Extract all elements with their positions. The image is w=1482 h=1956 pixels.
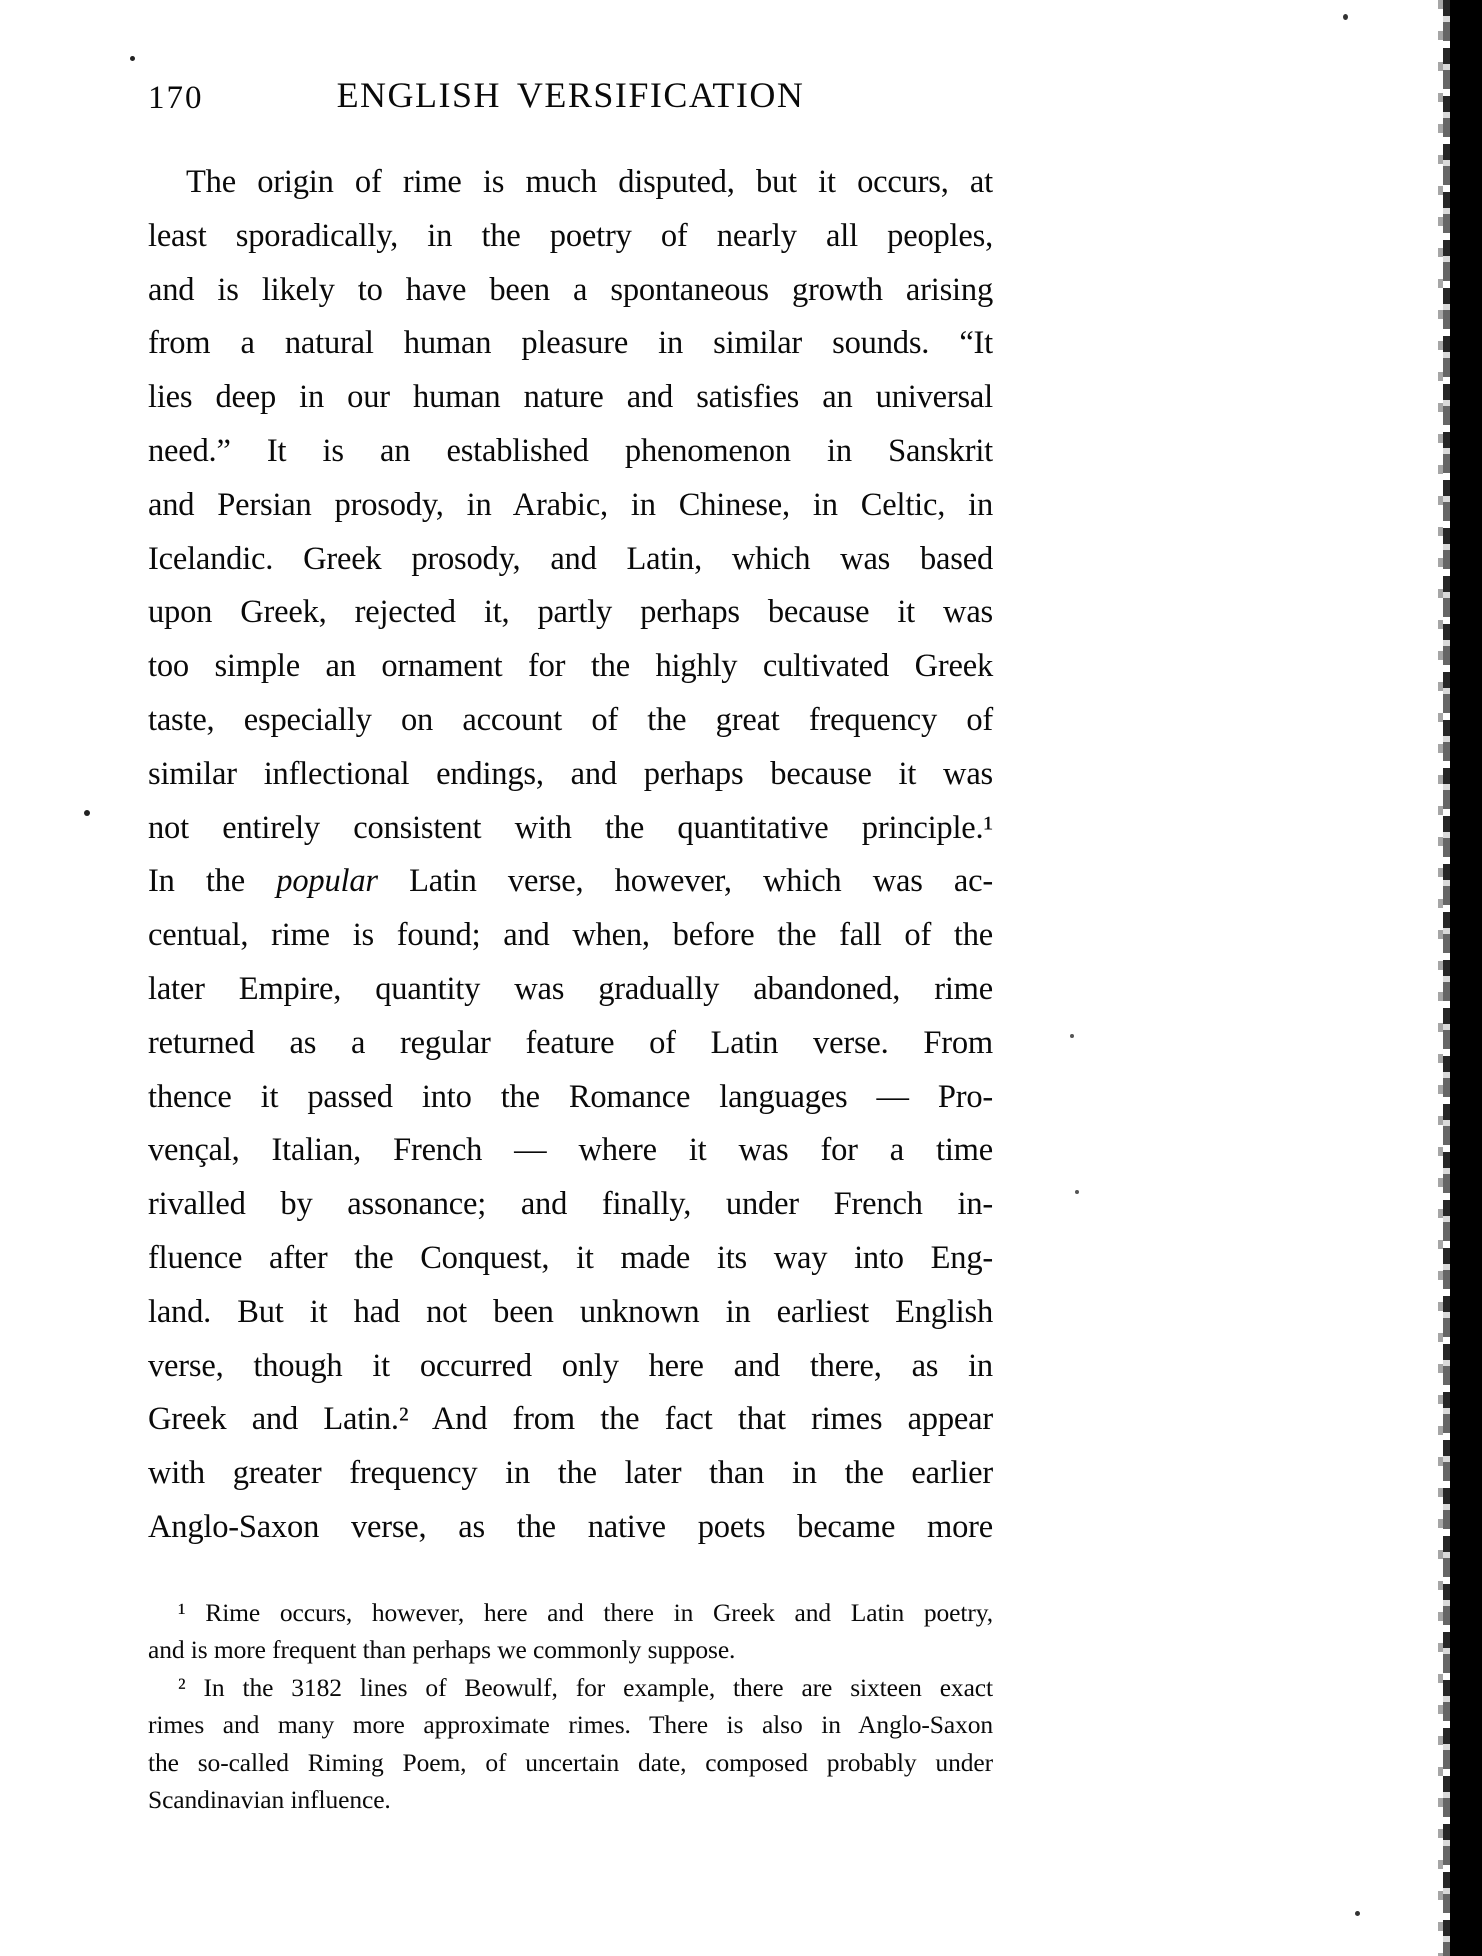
footnote-line: and is more frequent than perhaps we commonly suppose. (148, 1635, 736, 1665)
body-line: lies deep in our human nature and satisfies an universal (148, 379, 993, 416)
body-line: centual, rime is found; and when, before the fall of the (148, 917, 993, 954)
body-line: similar inflectional endings, and perhaps because it was (148, 755, 993, 792)
body-line: from a natural human pleasure in similar sounds. “It (148, 325, 993, 362)
footnote-line: Scandinavian influence. (148, 1784, 391, 1814)
scan-speck (1075, 1190, 1079, 1194)
body-line: not entirely consistent with the quantitative principle.¹ (148, 809, 993, 846)
body-line: fluence after the Conquest, it made its way into Eng- (148, 1239, 993, 1276)
footnote-line: the so-called Riming Poem, of uncertain date, composed probably under (148, 1747, 993, 1777)
body-line: Anglo-Saxon verse, as the native poets became more (148, 1508, 993, 1545)
scan-speck (130, 56, 135, 61)
footnote-line: ² In the 3182 lines of Beowulf, for example, there are sixteen exact (178, 1672, 993, 1702)
scan-speck (84, 810, 90, 816)
body-line-text: In the (148, 863, 277, 900)
italic-word: popular (276, 863, 378, 900)
body-line: returned as a regular feature of Latin verse. From (148, 1024, 993, 1061)
body-line: with greater frequency in the later than in the earlier (148, 1455, 993, 1492)
body-line: vençal, Italian, French — where it was for a time (148, 1132, 993, 1169)
page-number: 170 (148, 80, 204, 116)
body-line: taste, especially on account of the great frequency of (148, 701, 993, 738)
body-line: Greek and Latin.² And from the fact that rimes appear (148, 1401, 993, 1438)
body-line (148, 855, 993, 909)
body-paragraph (148, 156, 993, 1555)
running-header (148, 74, 993, 120)
body-line: land. But it had not been unknown in earliest English (148, 1293, 993, 1330)
body-line: rivalled by assonance; and finally, under French in- (148, 1186, 993, 1223)
body-line-text: Latin verse, however, which was ac- (377, 863, 993, 900)
chapter-title: ENGLISH VERSIFICATION (336, 75, 805, 115)
body-line: and is likely to have been a spontaneous growth arising (148, 271, 993, 308)
body-line: verse, though it occurred only here and there, as in (148, 1347, 993, 1384)
body-line: later Empire, quantity was gradually abandoned, rime (148, 970, 993, 1007)
body-line: Icelandic. Greek prosody, and Latin, which was based (148, 540, 993, 577)
scan-speck (1355, 1911, 1360, 1916)
scan-speck (1070, 1034, 1074, 1038)
footnotes (148, 1594, 993, 1818)
body-line: upon Greek, rejected it, partly perhaps because it was (148, 594, 993, 631)
body-line: and Persian prosody, in Arabic, in Chinese, in Celtic, in (148, 486, 993, 523)
body-line: least sporadically, in the poetry of nearly all peoples, (148, 217, 993, 254)
body-line: need.” It is an established phenomenon in Sanskrit (148, 432, 993, 469)
footnote-line: ¹ Rime occurs, however, here and there in Greek and Latin poetry, (178, 1598, 993, 1627)
scanner-edge-bar (1450, 0, 1482, 1956)
body-line: too simple an ornament for the highly cultivated Greek (148, 648, 993, 685)
footnote-line: rimes and many more approximate rimes. There is also in Anglo-Saxon (148, 1710, 993, 1740)
scan-speck (1343, 14, 1348, 20)
body-line: The origin of rime is much disputed, but it occurs, at (186, 164, 993, 200)
body-line: thence it passed into the Romance languages — Pro- (148, 1078, 993, 1115)
